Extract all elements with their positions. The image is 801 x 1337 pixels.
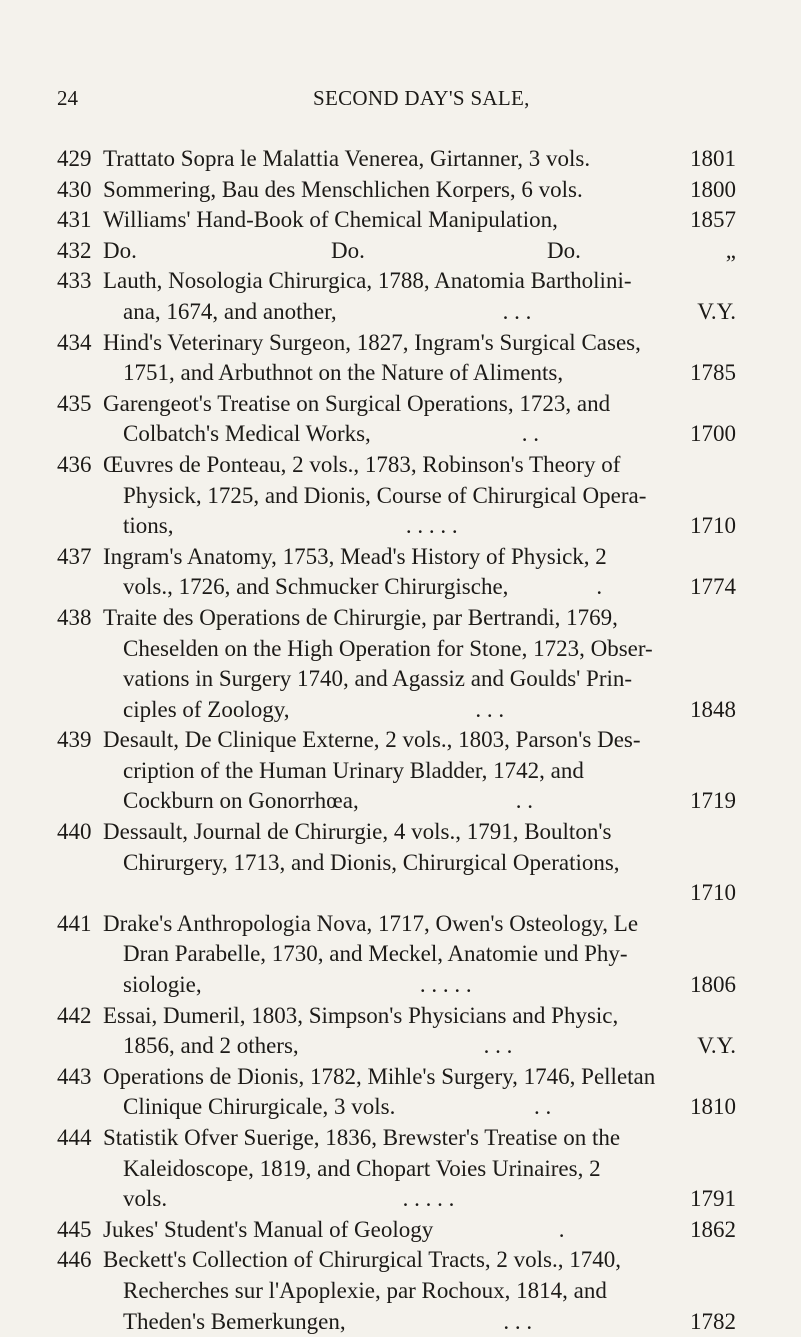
lot-line [103, 358, 736, 389]
lot-entry [57, 389, 736, 450]
lot-entry [57, 603, 736, 725]
lot-line: Kaleidoscope, 1819, and Chopart Voies Urinaires, 2 [123, 1155, 601, 1181]
lot-line: Œuvres de Ponteau, 2 vols., 1783, Robinson's Theory of [103, 451, 621, 477]
lot-line [103, 144, 736, 175]
lot-date: 1719 [690, 788, 736, 814]
lot-description: siologie, [123, 972, 202, 998]
leader-dots [563, 358, 690, 389]
lot-line: Desault, De Clinique Externe, 2 vols., 1803, Parson's Des- [103, 727, 641, 753]
leader-dots: . . [521, 421, 540, 447]
lot-date: 1801 [690, 146, 736, 171]
lot-line [103, 786, 736, 817]
lot-line [103, 1092, 736, 1123]
lot-number: 430 [57, 176, 92, 202]
lot-number: 444 [57, 1125, 92, 1150]
lot-number: 439 [57, 727, 92, 753]
lot-line [103, 205, 736, 236]
lot-date: 1782 [690, 1308, 736, 1334]
lot-list [57, 144, 736, 1337]
lot-description: Trattato Sopra le Malattia Venerea, Girtanner, 3 vols. [103, 146, 591, 171]
lot-date: 1785 [690, 360, 736, 386]
lot-line: Hind's Veterinary Surgeon, 1827, Ingram's Surgical Cases, [103, 329, 641, 355]
leader-dots: . . . . . [405, 513, 458, 539]
lot-line [103, 175, 736, 206]
lot-line [103, 1215, 736, 1246]
lot-date: 1710 [690, 513, 736, 539]
lot-description: Sommering, Bau des Menschlichen Korpers, 6 vols. [103, 176, 583, 202]
lot-number: 429 [57, 146, 92, 171]
leader-dots: . . . . . [419, 972, 472, 998]
lot-entry [57, 909, 736, 1001]
lot-date: 1810 [690, 1094, 736, 1120]
lot-description: Jukes' Student's Manual of Geology [103, 1216, 434, 1242]
lot-number: 433 [57, 268, 92, 294]
lot-number: 438 [57, 604, 92, 630]
lot-description: ciples of Zoology, [123, 696, 290, 722]
lot-description: 1751, and Arbuthnot on the Nature of Aliments, [123, 360, 564, 386]
lot-description: vols., 1726, and Schmucker Chirurgische, [123, 574, 509, 600]
lot-date: 1857 [690, 207, 736, 233]
lot-entry [57, 328, 736, 389]
lot-date: V.Y. [697, 298, 736, 324]
lot-line: cription of the Human Urinary Bladder, 1742, and [123, 757, 584, 783]
lot-description: Colbatch's Medical Works, [123, 421, 371, 447]
ditto-mark: Do. [547, 237, 581, 263]
lot-line [103, 1184, 736, 1215]
running-head: SECOND DAY'S SALE, [313, 86, 530, 110]
ditto-mark: Do. [331, 237, 365, 263]
lot-entry [57, 1123, 736, 1215]
lot-line: Statistik Ofver Suerige, 1836, Brewster's Treatise on the [103, 1125, 621, 1150]
lot-description: tions, [123, 513, 174, 539]
lot-number: 443 [57, 1063, 92, 1089]
lot-line: Lauth, Nosologia Chirurgica, 1788, Anatomia Bartholini- [103, 268, 632, 294]
leader-dots: . . . . . [402, 1186, 455, 1212]
lot-line: Ingram's Anatomy, 1753, Mead's History of Physick, 2 [103, 543, 607, 569]
ditto-mark: Do. [103, 237, 137, 263]
lot-date: „ [725, 237, 736, 263]
lot-entry [57, 266, 736, 327]
lot-description: Theden's Bemerkungen, [123, 1308, 346, 1334]
lot-line [103, 572, 736, 603]
lot-line: Cheselden on the High Operation for Stone, 1723, Obser- [123, 635, 653, 661]
lot-line [103, 419, 736, 450]
leader-dots: . . . [475, 696, 505, 722]
lot-description: ana, 1674, and another, [123, 298, 337, 324]
lot-line: Chirurgery, 1713, and Dionis, Chirurgical Operations, [123, 849, 620, 875]
lot-date: 1806 [690, 972, 736, 998]
lot-line: Dessault, Journal de Chirurgie, 4 vols., 1791, Boulton's [103, 819, 612, 845]
lot-date: 1710 [690, 880, 736, 906]
lot-line [103, 1031, 736, 1062]
lot-number: 441 [57, 910, 92, 936]
leader-dots: . . . [483, 1033, 513, 1059]
lot-line [103, 511, 736, 542]
lot-line: Drake's Anthropologia Nova, 1717, Owen's Osteology, Le [103, 910, 639, 936]
lot-entry [57, 725, 736, 817]
lot-entry [57, 1001, 736, 1062]
leader-dots: . [558, 1216, 565, 1242]
lot-line: vations in Surgery 1740, and Agassiz and Goulds' Prin- [123, 666, 633, 692]
lot-date: 1700 [690, 421, 736, 447]
lot-number: 446 [57, 1247, 92, 1273]
lot-date: V.Y. [697, 1033, 736, 1059]
lot-entry [57, 817, 736, 909]
lot-line: Beckett's Collection of Chirurgical Tracts, 2 vols., 1740, [103, 1247, 621, 1273]
lot-line: Operations de Dionis, 1782, Mihle's Surgery, 1746, Pelletan [103, 1063, 656, 1089]
page-header [57, 86, 737, 116]
lot-number: 435 [57, 390, 92, 416]
lot-date: 1791 [690, 1186, 736, 1212]
leader-dots: . . . [502, 298, 532, 324]
lot-entry [57, 542, 736, 603]
leader-dots: . . [534, 1094, 552, 1120]
lot-entry [57, 450, 736, 542]
lot-entry [57, 1062, 736, 1123]
lot-description: Cockburn on Gonorrhœa, [123, 788, 359, 814]
lot-number: 436 [57, 451, 92, 477]
lot-number: 437 [57, 543, 92, 569]
lot-line: Essai, Dumeril, 1803, Simpson's Physicians and Physic, [103, 1002, 619, 1028]
lot-number: 432 [57, 237, 92, 263]
page-number: 24 [57, 86, 78, 110]
lot-line: Physick, 1725, and Dionis, Course of Chirurgical Opera- [123, 482, 647, 508]
lot-entry [57, 236, 736, 267]
lot-number: 431 [57, 207, 92, 233]
lot-entry [57, 175, 736, 206]
lot-date: 1774 [690, 574, 736, 600]
lot-description: Clinique Chirurgicale, 3 vols. [123, 1094, 396, 1120]
lot-date: 1848 [690, 696, 736, 722]
lot-line [103, 297, 736, 328]
lot-number: 434 [57, 329, 92, 355]
lot-number: 445 [57, 1216, 92, 1242]
lot-line [103, 236, 736, 267]
lot-description: vols. [123, 1186, 168, 1212]
lot-line [103, 695, 736, 726]
lot-entry [57, 144, 736, 175]
lot-date: 1862 [690, 1216, 736, 1242]
lot-entry [57, 1245, 736, 1337]
lot-description: Williams' Hand-Book of Chemical Manipulation, [103, 207, 558, 233]
lot-line: Dran Parabelle, 1730, and Meckel, Anatomie und Phy- [123, 941, 628, 967]
lot-line: Recherches sur l'Apoplexie, par Rochoux, 1814, and [123, 1277, 607, 1303]
lot-line: Traite des Operations de Chirurgie, par Bertrandi, 1769, [103, 604, 618, 630]
lot-line [103, 970, 736, 1001]
lot-description: 1856, and 2 others, [123, 1033, 299, 1059]
lot-number: 442 [57, 1002, 92, 1028]
leader-dots: . . . [503, 1308, 533, 1334]
lot-entry [57, 205, 736, 236]
lot-line: Garengeot's Treatise on Surgical Operations, 1723, and [103, 390, 611, 416]
leader-dots: . . [515, 788, 533, 814]
lot-line [103, 1307, 736, 1337]
lot-date: 1800 [690, 176, 736, 202]
lot-entry [57, 1215, 736, 1246]
leader-dots: . [596, 574, 603, 600]
lot-number: 440 [57, 819, 92, 845]
